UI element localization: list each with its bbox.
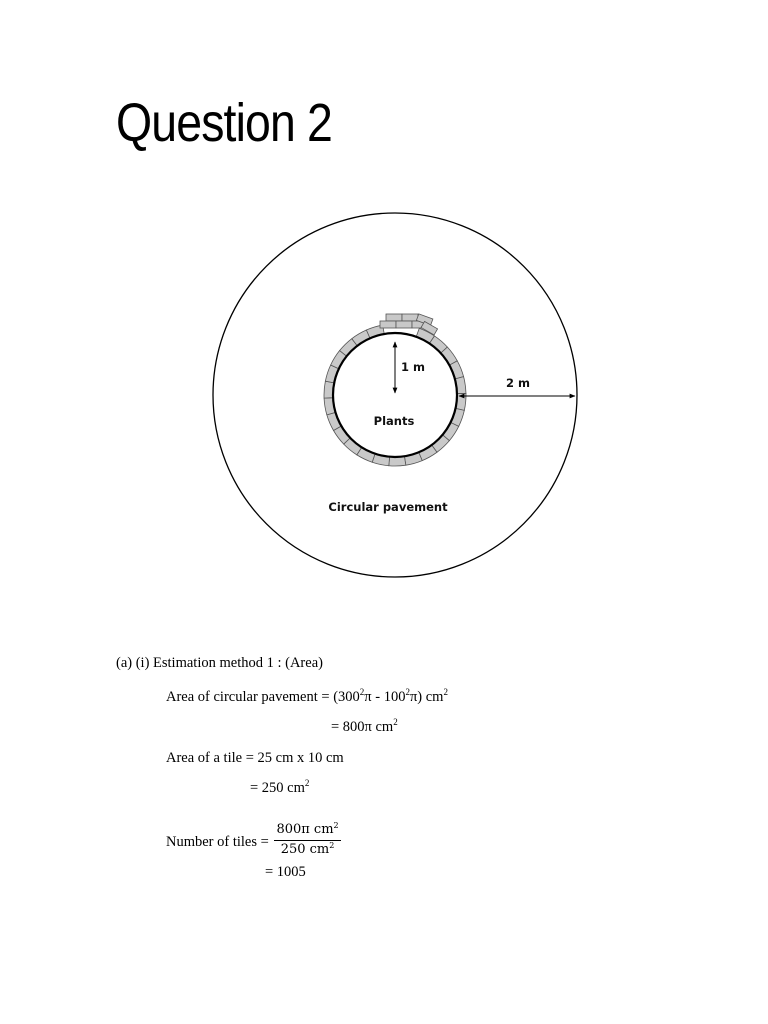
tiles-result: = 1005 [265, 864, 306, 880]
fraction-numerator: 800π $cm^2$ [274, 822, 340, 841]
tiles-fraction [274, 822, 340, 859]
pavement-width-label: 2 m [506, 376, 530, 390]
plants-label: Plants [373, 414, 415, 428]
pavement-area-result: = 800π $cm^2$ [331, 717, 398, 735]
pavement-area-label: Area of circular pavement = [166, 689, 334, 705]
inner-radius-label: 1 m [401, 360, 425, 374]
part-heading: (a) (i) Estimation method 1 : (Area) [116, 655, 323, 671]
tiles-label: Number of tiles = [166, 833, 273, 850]
fraction-denominator: 250 $cm^2$ [280, 841, 335, 857]
pavement-label: Circular pavement [328, 500, 448, 514]
tile-area-line: Area of a tile = 25 cm x 10 cm [166, 750, 344, 766]
tile-area-result: = 250 $cm^2$ [250, 778, 310, 796]
pavement-area-line: Area of circular pavement = $(300^2\pi - 100^2\pi)$ $cm^2$ [166, 687, 448, 705]
page-title: Question 2 [116, 93, 333, 153]
loose-tiles [380, 314, 438, 335]
tiles-count-line [166, 821, 341, 861]
